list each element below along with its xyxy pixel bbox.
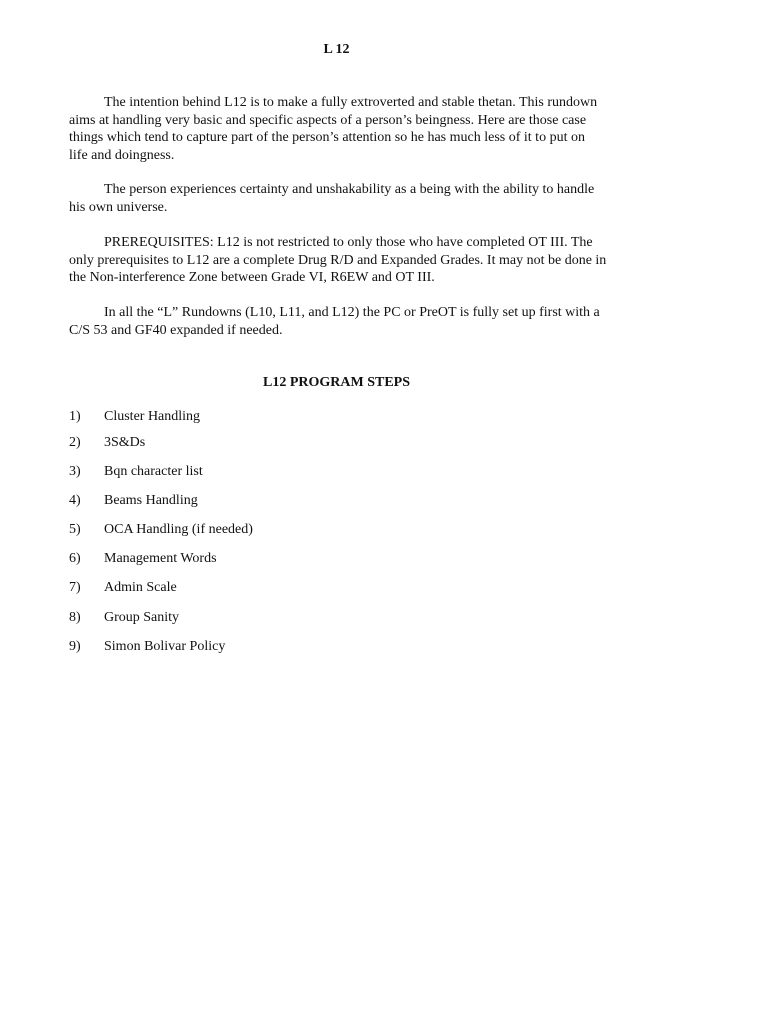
list-item xyxy=(69,579,609,608)
step-label: Group Sanity xyxy=(104,609,180,625)
certainty-paragraph: The person experiences certainty and unshakability as a being with the ability to handle his own universe. xyxy=(69,182,595,215)
list-item xyxy=(69,408,609,434)
list-item xyxy=(69,550,609,579)
step-number: 7) xyxy=(69,580,81,596)
step-number: 2) xyxy=(69,434,81,450)
list-item xyxy=(69,434,609,463)
step-number: 8) xyxy=(69,609,81,625)
step-number: 9) xyxy=(69,638,81,654)
list-item xyxy=(69,609,609,638)
step-label: Simon Bolivar Policy xyxy=(104,638,226,654)
prerequisites-paragraph: PREREQUISITES: L12 is not restricted to only those who have completed OT III. The only prerequisites to L12 are a complete Drug R/D and Expanded Grades. It may not be done in the Non-interference Zone between Grade VI, R6EW and OT III. xyxy=(69,235,607,286)
step-label: OCA Handling (if needed) xyxy=(104,522,253,538)
step-label: Admin Scale xyxy=(104,580,177,596)
list-item xyxy=(69,638,609,667)
document-title: L 12 xyxy=(323,42,350,57)
step-label: Management Words xyxy=(104,551,217,567)
rundowns-paragraph: In all the “L” Rundowns (L10, L11, and L12) the PC or PreOT is fully set up first with a C/S 53 and GF40 expanded if needed. xyxy=(69,305,600,338)
list-item xyxy=(69,492,609,521)
step-number: 1) xyxy=(69,409,81,424)
step-label: 3S&Ds xyxy=(104,434,146,450)
step-number: 3) xyxy=(69,463,81,479)
step-label: Beams Handling xyxy=(104,492,198,508)
list-item xyxy=(69,521,609,550)
list-item xyxy=(69,463,609,492)
step-number: 4) xyxy=(69,492,81,508)
step-label: Cluster Handling xyxy=(104,409,201,424)
step-label: Bqn character list xyxy=(104,463,203,479)
step-number: 6) xyxy=(69,551,81,567)
program-steps-list xyxy=(69,408,609,667)
intro-paragraph: The intention behind L12 is to make a fully extroverted and stable thetan. This rundown aims at handling very basic and specific aspects of a person’s beingness. Here are those case things which tend to capture part of the person’s attention so he has much less of it to put on life and doingness. xyxy=(69,95,598,163)
program-steps-title: L12 PROGRAM STEPS xyxy=(262,375,410,390)
step-number: 5) xyxy=(69,522,81,538)
